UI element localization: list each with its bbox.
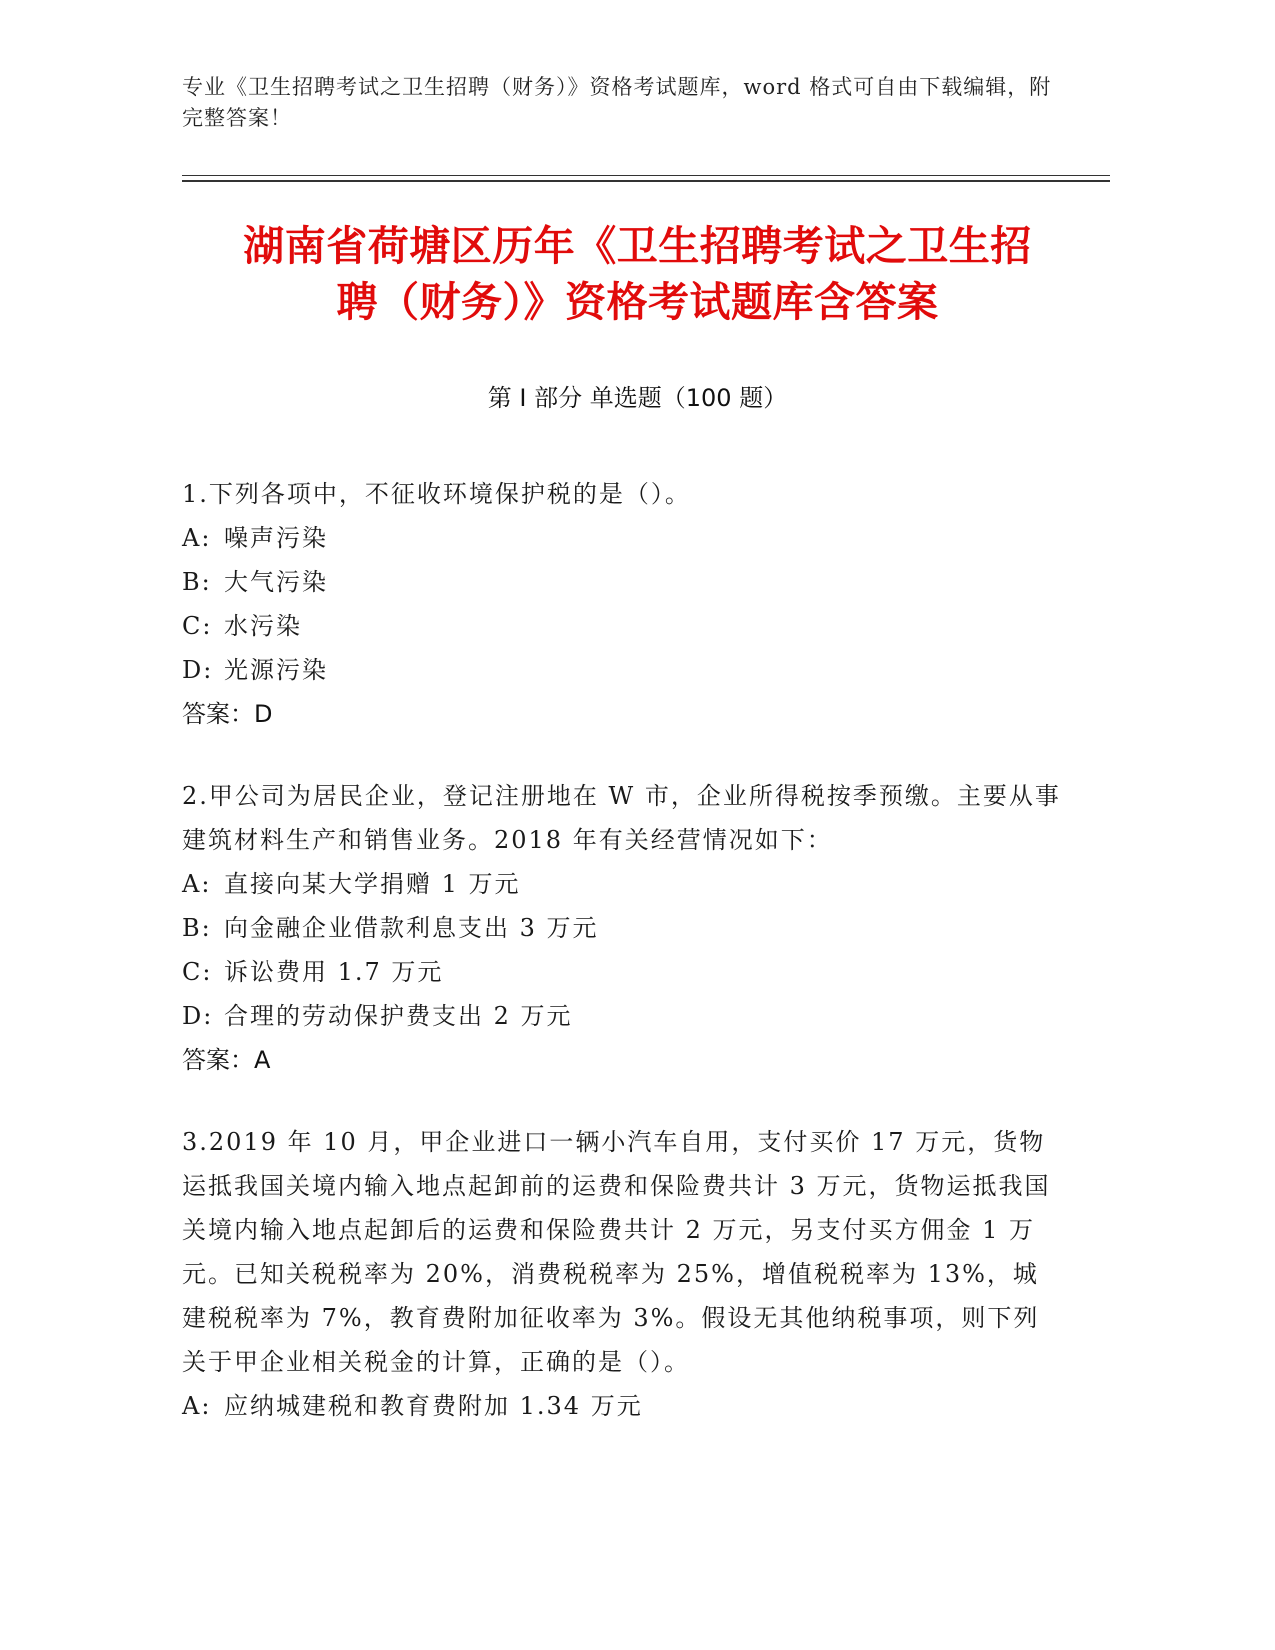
option-text: 诉讼费用 1.7 万元 xyxy=(224,958,444,986)
answer-label: 答案：D xyxy=(182,700,273,728)
option-key: B: xyxy=(182,568,212,596)
option-key: C: xyxy=(182,958,213,986)
question-stem: 3.2019 年 10 月，甲企业进口一辆小汽车自用，支付买价 17 万元，货物运抵我国关境内输入地点起卸前的运费和保险费共计 3 万元，货物运抵我国关境内输入地点起卸后的运费和保险费共计 2 万元，另支付买方佣金 1 万元。已知关税税率为 20%，消费税税率为 25%，增值税税率为 13%，城建税税率为 7%，教育费附加征收率为 3%。假设无其他纳税事项，则下列关于甲企业相关税金的计算，正确的是（）。 xyxy=(182,1128,1051,1376)
option-a xyxy=(182,1384,1062,1428)
document-title xyxy=(150,218,1125,330)
title-line-1: 湖南省荷塘区历年《卫生招聘考试之卫生招 xyxy=(243,222,1032,270)
title-line-2: 聘（财务）》资格考试题库含答案 xyxy=(336,278,939,326)
option-text: 向金融企业借款利息支出 3 万元 xyxy=(224,914,599,942)
option-text: 直接向某大学捐赠 1 万元 xyxy=(224,870,521,898)
option-text: 合理的劳动保护费支出 2 万元 xyxy=(224,1002,573,1030)
header-rule-thin xyxy=(182,175,1110,176)
question-3 xyxy=(182,1120,1062,1428)
option-key: A: xyxy=(182,870,212,898)
option-c xyxy=(182,604,1062,648)
option-key: D: xyxy=(182,656,214,684)
option-b xyxy=(182,906,1062,950)
option-c xyxy=(182,950,1062,994)
option-a xyxy=(182,862,1062,906)
header-note: 专业《卫生招聘考试之卫生招聘（财务）》资格考试题库，word 格式可自由下载编辑，附完整答案！ xyxy=(182,75,1052,130)
question-1 xyxy=(182,472,1062,736)
option-key: C: xyxy=(182,612,213,640)
header-rule-thick xyxy=(182,180,1110,182)
option-key: A: xyxy=(182,1392,212,1420)
option-b xyxy=(182,560,1062,604)
option-text: 应纳城建税和教育费附加 1.34 万元 xyxy=(224,1392,643,1420)
option-key: D: xyxy=(182,1002,214,1030)
option-d xyxy=(182,994,1062,1038)
option-text: 水污染 xyxy=(224,612,302,640)
option-text: 噪声污染 xyxy=(224,524,328,552)
option-text: 光源污染 xyxy=(224,656,328,684)
section-title: 第 I 部分 单选题（100 题） xyxy=(487,384,788,412)
option-key: B: xyxy=(182,914,212,942)
question-stem: 1.下列各项中，不征收环境保护税的是（）。 xyxy=(182,480,691,508)
option-a xyxy=(182,516,1062,560)
question-2 xyxy=(182,774,1062,1082)
option-key: A: xyxy=(182,524,212,552)
answer-label: 答案：A xyxy=(182,1046,271,1074)
question-list xyxy=(182,472,1062,1466)
option-text: 大气污染 xyxy=(224,568,328,596)
question-stem: 2.甲公司为居民企业，登记注册地在 W 市，企业所得税按季预缴。主要从事建筑材料生产和销售业务。2018 年有关经营情况如下： xyxy=(182,782,1061,854)
option-d xyxy=(182,648,1062,692)
